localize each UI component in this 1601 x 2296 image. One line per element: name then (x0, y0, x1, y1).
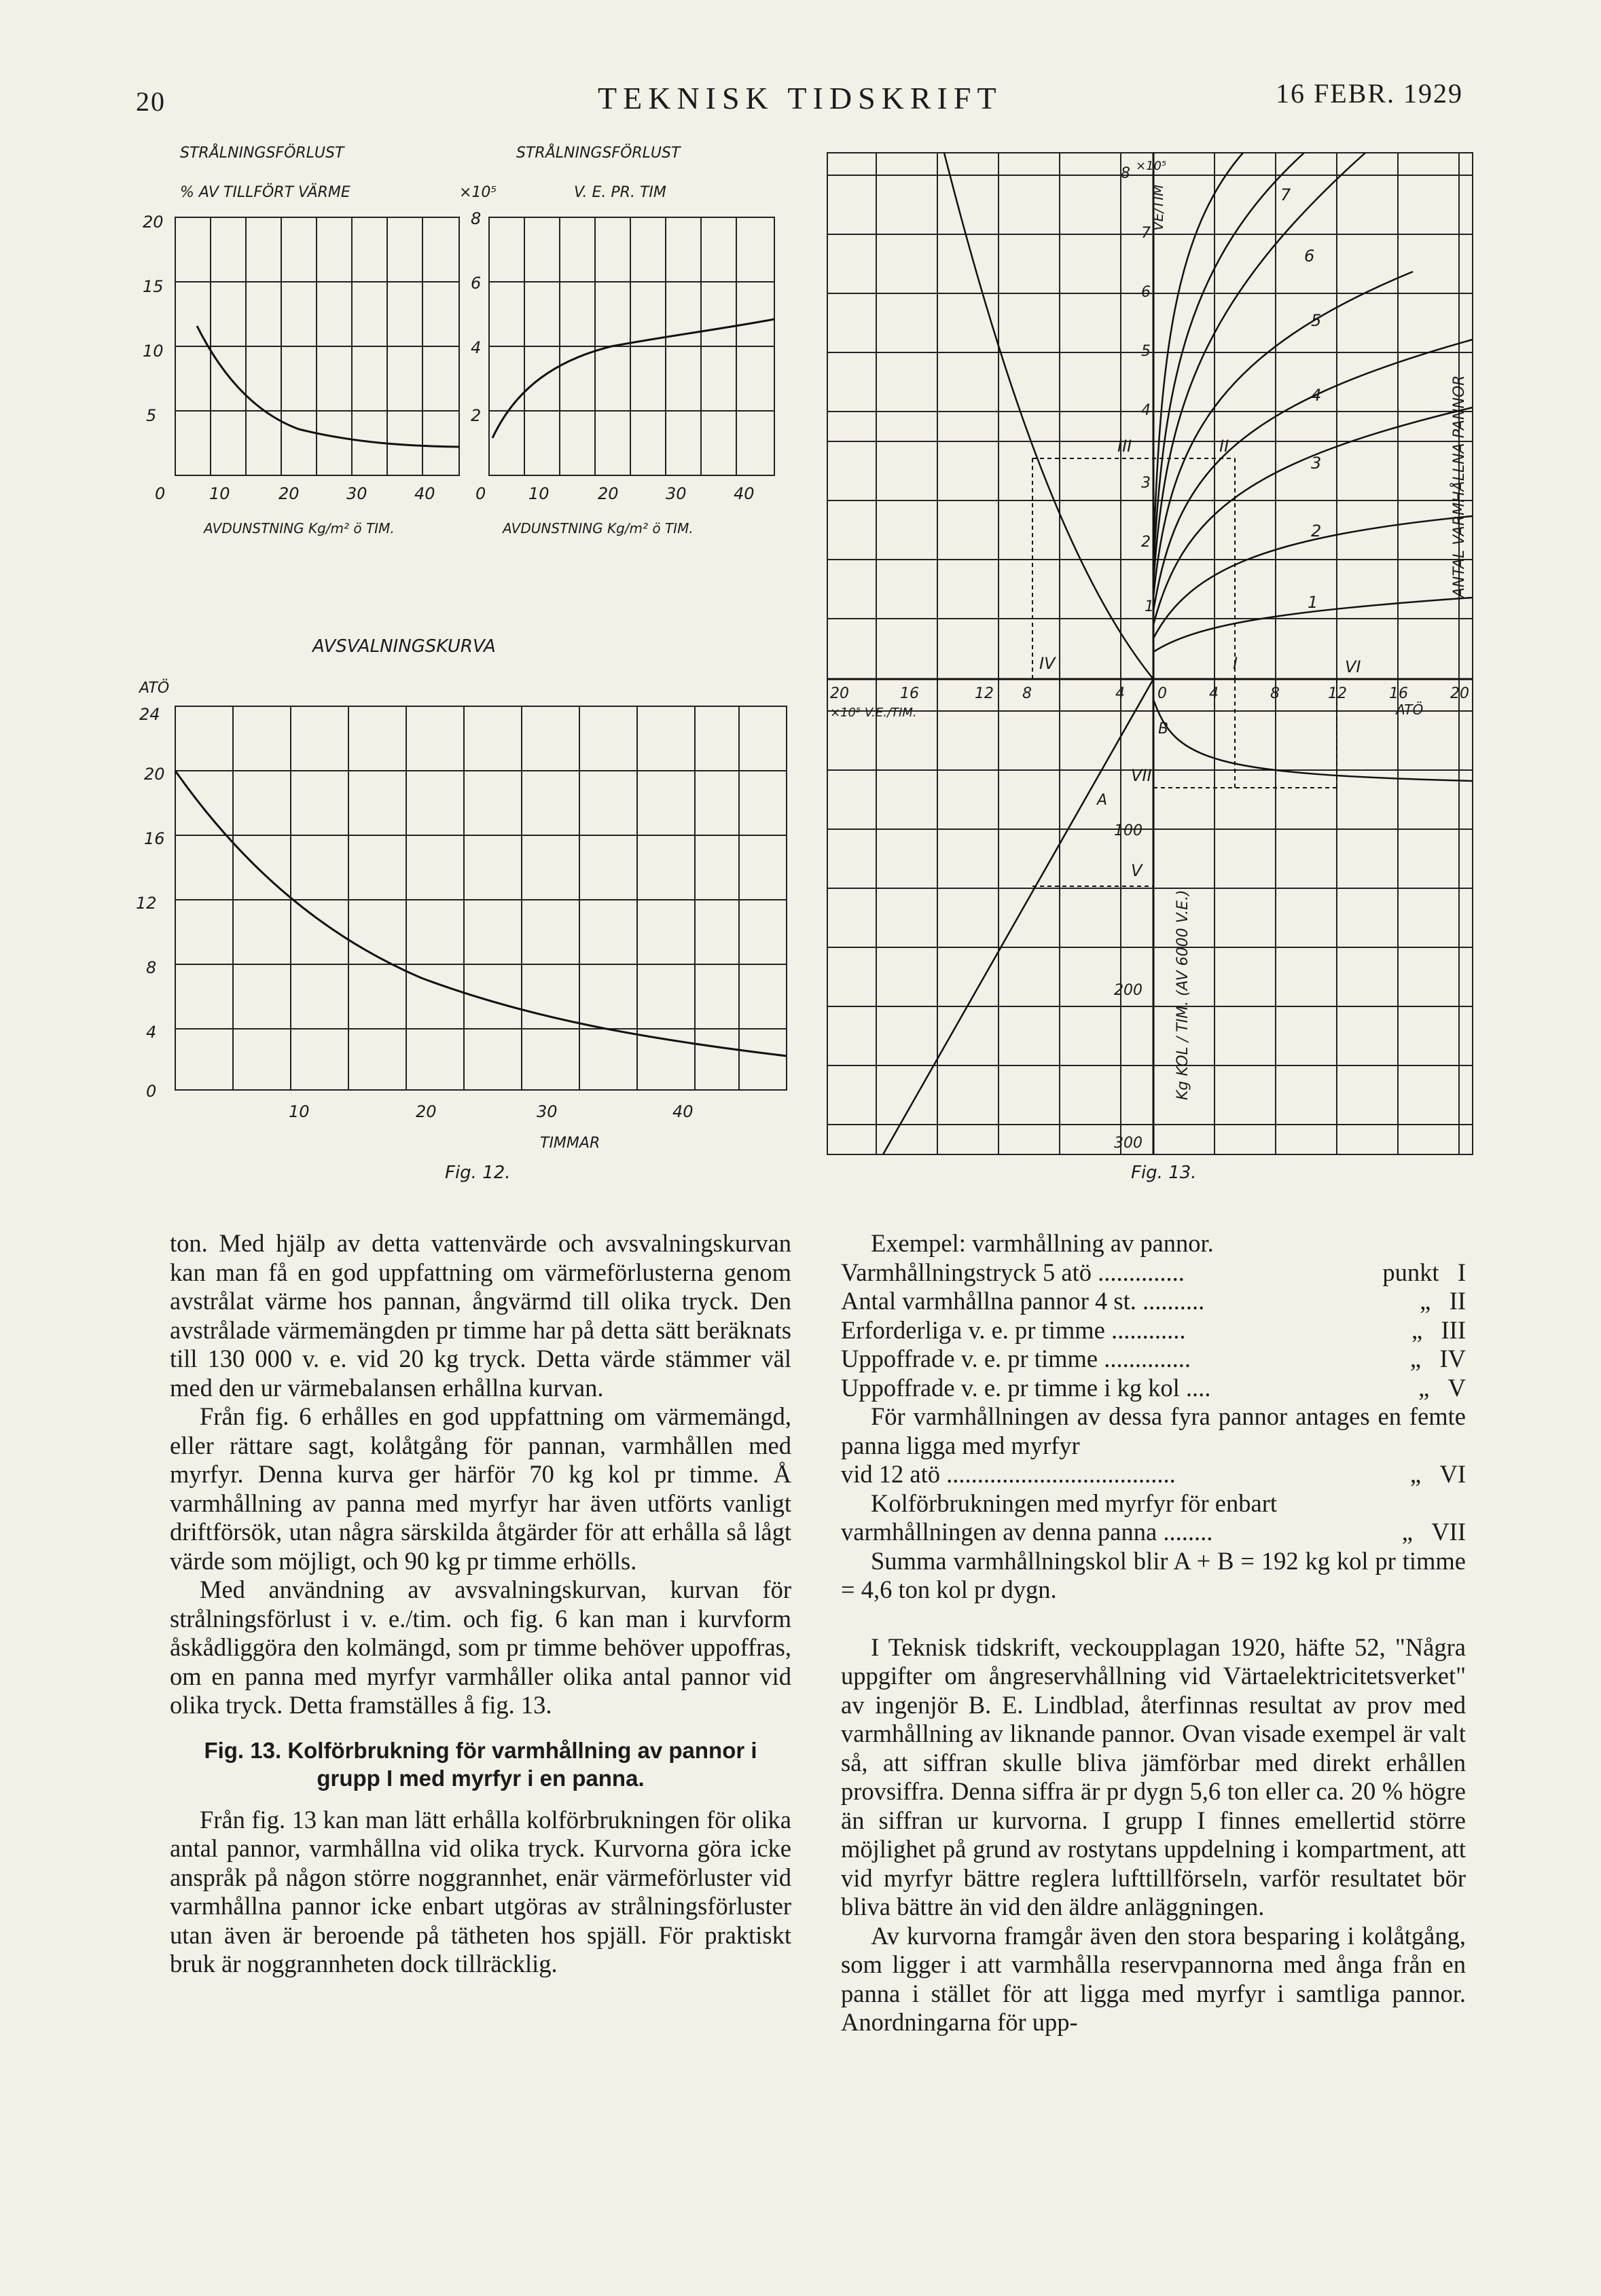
example-row-4 (841, 1345, 1466, 1374)
curve-label: 6 (1304, 247, 1315, 266)
fig13-axis-ve: VE/TIM (1150, 184, 1166, 231)
fig13-xtick-right: 16 (1389, 685, 1408, 702)
marker-v: V (1131, 861, 1143, 880)
right-column (841, 1229, 1466, 2037)
fig13-caption: Fig. 13. (1131, 1163, 1197, 1183)
example-row-text: Antal varmhållna pannor 4 st. .......... (841, 1287, 1205, 1315)
fig13-ytick-down: 100 (1114, 822, 1143, 839)
chart-c-ytick: 24 (139, 705, 160, 724)
fig13-xtick-left: 12 (975, 685, 994, 702)
example-row-2 (841, 1287, 1466, 1316)
fig13-ytick: 7 (1141, 225, 1151, 242)
fig13-ytick: 6 (1141, 284, 1151, 301)
chart-c-xtick: 30 (537, 1102, 558, 1121)
coal-consumption-text: Kolförbrukningen med myrfyr för enbart (871, 1489, 1278, 1517)
chart-b-xtick: 40 (734, 484, 755, 503)
segment-b: B (1158, 721, 1169, 737)
marker-vi: VI (1345, 657, 1361, 676)
left-column (170, 1229, 791, 1979)
chart-a-xlabel: AVDUNSTNING Kg/m² ö TIM. (204, 520, 395, 536)
journal-title: TEKNISK TIDSKRIFT (598, 81, 1003, 115)
chart-b-ytick: 8 (471, 209, 482, 228)
fig13-xtick-left: 20 (830, 685, 849, 702)
example-row-roman: III (1441, 1315, 1466, 1344)
chart-b-xtick: 0 (475, 484, 486, 503)
example-row-mark: punkt (1382, 1258, 1439, 1286)
example-row-mark: „ (1420, 1287, 1431, 1315)
page-number: 20 (136, 86, 166, 117)
marker-ii: II (1219, 437, 1229, 456)
fig13-xtick-right: 20 (1450, 685, 1469, 702)
summa-text: Summa varmhållningskol blir A + B = 192 kg kol pr timme = 4,6 ton kol pr dygn. (841, 1546, 1466, 1603)
chart-c-xtick: 40 (672, 1102, 694, 1121)
chart-a-xtick: 30 (346, 484, 367, 503)
curve-4 (1153, 340, 1473, 611)
marker-iv: IV (1039, 654, 1056, 673)
fig13-xtick-left: 4 (1115, 685, 1125, 702)
chart-b-title-1: STRÅLNINGSFÖRLUST (516, 145, 681, 162)
curve-3 (1153, 407, 1473, 625)
chart-c-xlabel: TIMMAR (540, 1135, 600, 1152)
curve-7 (1153, 153, 1304, 570)
chart-a-ytick: 5 (146, 406, 157, 425)
chart-b-xlabel: AVDUNSTNING Kg/m² ö TIM. (503, 520, 694, 536)
fig13-ytick: 4 (1141, 402, 1151, 419)
issue-date: 16 FEBR. 1929 (1276, 78, 1464, 109)
chart-c-yunit: ATÖ (139, 680, 170, 697)
chart-c-xtick: 10 (289, 1102, 310, 1121)
example-row-text: Uppoffrade v. e. pr timme .............. (841, 1345, 1191, 1372)
marker-iii: III (1117, 437, 1132, 456)
marker-i: I (1233, 654, 1238, 673)
chart-b-title-2: V. E. PR. TIM (574, 184, 666, 201)
example-row-7 (841, 1518, 1466, 1547)
curve-label: 1 (1308, 593, 1318, 612)
fig13-left-axis-label: ×10⁵ V.E./TIM. (830, 706, 917, 720)
chart-c-ytick: 4 (146, 1023, 157, 1042)
chart-a-xtick: 10 (209, 484, 230, 503)
right-paragraph-6: Av kurvorna framgår även den stora besparing i kolåtgång, som ligger i att varmhålla reservpannorna med ånga från en panna i stället för att ligga med myrfyr i samtliga pannor. Anordningarna för upp- (841, 1921, 1466, 2036)
example-row-text: Erforderliga v. e. pr timme ............ (841, 1315, 1186, 1344)
example-row-text: Varmhållningstryck 5 atö .............. (841, 1258, 1185, 1286)
example-row-3 (841, 1316, 1466, 1345)
chart-b-xtick: 20 (598, 484, 619, 503)
fig13-right-label: ANTAL VARMHÅLLNA PANNOR (1451, 375, 1468, 598)
fig12-caption: Fig. 12. (445, 1163, 511, 1183)
chart-c-title: AVSVALNINGSKURVA (312, 636, 496, 657)
chart-c-xtick: 20 (416, 1102, 437, 1121)
chart-a-ytick: 20 (143, 213, 164, 232)
chart-b-yunit: ×10⁵ (459, 184, 497, 201)
chart-a-xtick: 20 (278, 484, 300, 503)
curve-label: 2 (1311, 522, 1322, 541)
chart-a-title-2: % AV TILLFÖRT VÄRME (180, 184, 350, 201)
fig13-ytick: 8 (1121, 165, 1130, 182)
fig13-xtick-right: 4 (1209, 685, 1219, 702)
example-row-mark: „ (1401, 1518, 1413, 1546)
example-row-roman: I (1457, 1258, 1466, 1286)
curve-label: 3 (1311, 454, 1322, 473)
chart-c-ytick: 12 (136, 894, 157, 913)
chart-b-ytick: 6 (471, 274, 482, 293)
chart-c-ytick: 20 (144, 765, 165, 784)
curve-label: 7 (1280, 185, 1291, 204)
fifth-boiler-text: För varmhållningen av dessa fyra pannor antages en femte panna ligga med myrfyr (841, 1402, 1466, 1459)
example-row-roman: VII (1431, 1518, 1466, 1546)
fig13-xtick-left: 8 (1022, 685, 1032, 702)
segment-a: A (1097, 792, 1108, 809)
left-paragraph-3: Med användning av avsvalningskurvan, kurvan för strålningsförlust i v. e./tim. och fig. 6 kan man i kurvform åskådliggöra den kolmängd, som pr timme behöver uppoffras, om en panna med myrfyr varmhåller olika antal pannor vid olika tryck. Detta framställes å fig. 13. (170, 1575, 791, 1719)
chart-b-ytick: 2 (471, 406, 482, 425)
curve-radiation-left (944, 153, 1153, 679)
chart-a-xtick: 40 (414, 484, 435, 503)
fig13-ytick-down: 200 (1114, 982, 1143, 999)
fig13-ytick-down: 300 (1114, 1135, 1143, 1152)
chart-b-xtick: 10 (528, 484, 550, 503)
chart-a-title-1: STRÅLNINGSFÖRLUST (180, 145, 344, 162)
example-row-roman: IV (1439, 1345, 1466, 1372)
chart-b-ytick: 4 (471, 338, 482, 357)
fig13-ytick: 3 (1141, 475, 1151, 492)
example-row-text: vid 12 atö ..................................... (841, 1460, 1176, 1488)
left-paragraph-1: ton. Med hjälp av detta vattenvärde och avsvalningskurvan kan man få en god uppfattning om värmeförlusterna genom avstrålat värme hos pannan, ångvärmd till olika tryck. Den avstrålade värmemängden pr timme har på detta sätt beräknats till 130 000 v. e. vid 20 kg tryck. Detta värde stämmer väl med den ur värmebalansen erhållna kurvan. (170, 1229, 791, 1402)
example-row-mark: „ (1418, 1373, 1430, 1402)
fig13-ytick: 5 (1141, 343, 1151, 360)
fig13-xtick-right: 0 (1157, 685, 1167, 702)
marker-vii: VII (1131, 766, 1152, 785)
left-paragraph-4: Från fig. 13 kan man lätt erhålla kolförbrukningen för olika antal pannor, varmhållna vid olika tryck. Kurvorna göra icke anspråk på någon större noggrannhet, enär värmeförluster vid varmhållna pannor icke enbart utgöras av strålningsförluster utan även är beroende på tätheten hos spjäll. För praktiskt bruk är noggrannheten dock tillräcklig. (170, 1805, 791, 1978)
example-row-mark: „ (1409, 1460, 1422, 1488)
example-row-text: varmhållningen av denna panna ........ (841, 1518, 1213, 1546)
fig13-ytick: 2 (1141, 534, 1151, 551)
fig13-grid (827, 153, 1473, 1154)
fig13-example-lines (1032, 458, 1337, 886)
fig13-xtick-left: 16 (900, 685, 919, 702)
chart-c-ytick: 0 (146, 1082, 157, 1101)
example-row-roman: V (1447, 1373, 1466, 1402)
example-row-5 (841, 1374, 1466, 1403)
example-title: Exempel: varmhållning av pannor. (871, 1229, 1214, 1257)
left-paragraph-2: Från fig. 6 erhålles en god uppfattning om värmemängd, eller rättare sagt, kolåtgång för pannan, varmhållen med myrfyr. Denna kurva ger härför 70 kg kol pr timme. Å varmhållning av panna med myrfyr har även utförts vanligt driftförsök, utan några särskilda åtgärder för att erhålla så lågt värde som möjligt, och 90 kg pr timme erhölls. (170, 1402, 791, 1575)
fig13-heading: Fig. 13. Kolförbrukning för varmhållning av pannor i grupp I med myrfyr i en panna. (204, 1737, 757, 1791)
fig13-xtick-right: 8 (1270, 685, 1280, 702)
fig13-xtick-right: 12 (1328, 685, 1347, 702)
curve-label: 4 (1311, 386, 1322, 405)
fig13-top-unit: ×10⁵ (1136, 159, 1167, 173)
chart-c-ytick: 16 (144, 829, 165, 848)
curve-label: 5 (1311, 311, 1322, 330)
chart-a-ytick: 10 (143, 342, 164, 361)
curve-6 (1153, 153, 1365, 584)
chart-b-xtick: 30 (666, 484, 687, 503)
chart-a-xtick: 0 (155, 484, 166, 503)
fig13-ytick: 1 (1145, 598, 1154, 615)
right-paragraph-5: I Teknisk tidskrift, veckoupplagan 1920, häfte 52, "Några uppgifter om ångreservhållning vid Värtaelektricitetsverket" av ingenjör B. E. Lindblad, återfinnas resultat av prov med varmhållning av liknande pannor. Ovan visade exempel är valt så, att siffran skulle bliva jämförbar med direkt erhållen provsiffra. Denna siffra är pr dygn 5,6 ton eller ca. 20 % högre än siffran ur kurvorna. I grupp I finnes emellertid större möjlighet på grund av rostytans uppdelning i kompartment, att vid myrfyr bättre reglera lufttillförseln, varför resultatet bör bliva bättre än vid den äldre anläggningen. (841, 1633, 1466, 1920)
curve-8 (1153, 153, 1243, 557)
example-row-1 (841, 1258, 1466, 1288)
example-row-mark: „ (1411, 1315, 1423, 1344)
chart-a-ytick: 15 (143, 277, 164, 296)
example-row-roman: VI (1439, 1460, 1466, 1488)
fig13-atu-label: ATÖ (1396, 701, 1424, 718)
chart-c-ytick: 8 (146, 958, 157, 977)
example-row-roman: II (1449, 1287, 1466, 1315)
example-row-6 (841, 1460, 1466, 1489)
line-a (883, 679, 1153, 1154)
fig13-bottom-label: Kg KOL / TIM. (AV 6000 V.E.) (1174, 890, 1191, 1100)
example-row-text: Uppoffrade v. e. pr timme i kg kol .... (841, 1373, 1211, 1402)
example-row-mark: „ (1409, 1345, 1422, 1372)
